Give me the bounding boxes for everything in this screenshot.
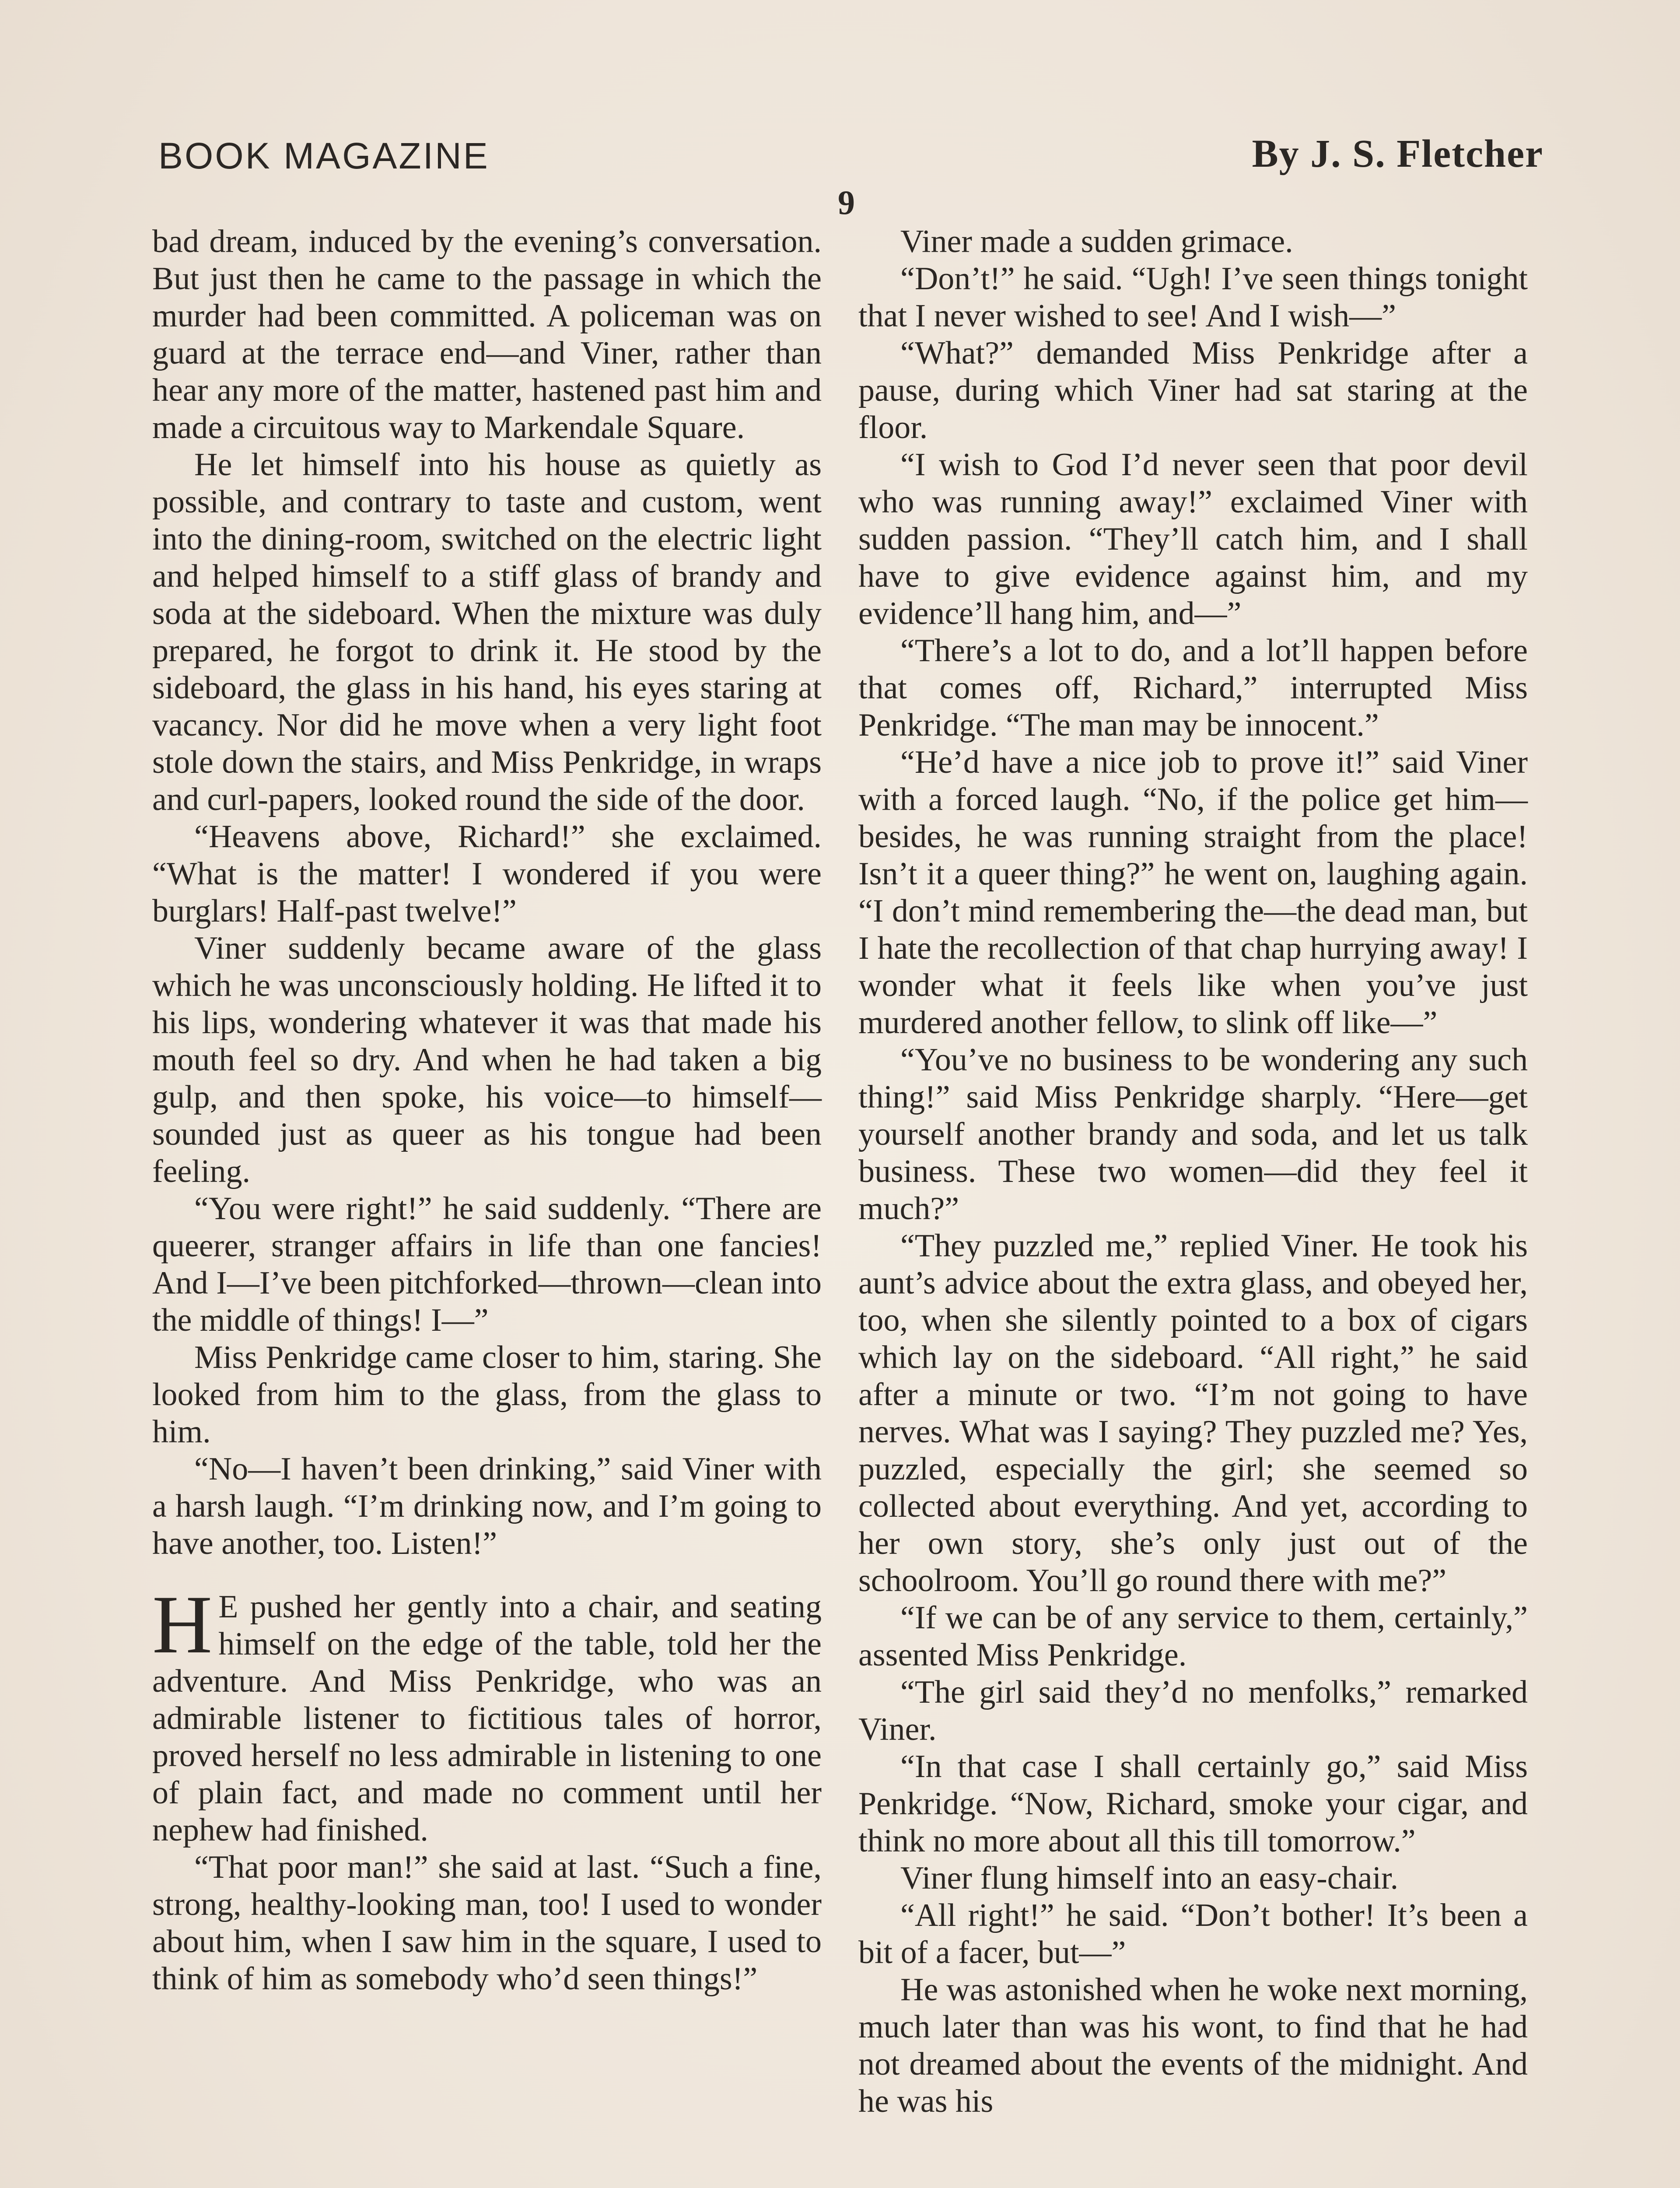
paragraph: Viner flung himself into an easy-chair.	[900, 1860, 1399, 1896]
paragraph: Miss Penkridge came closer to him, staring. She looked from him to the glass, from the glass to him.	[152, 1339, 822, 1450]
left-column	[152, 223, 822, 1998]
paragraph: “I wish to God I’d never seen that poor devil who was running away!” exclaimed Viner with sudden passion. “They’ll catch him, and I shall have to give evidence against him, and my evidence’ll hang him, and—”	[858, 447, 1528, 631]
paragraph: “They puzzled me,” replied Viner. He took his aunt’s advice about the extra glass, and obeyed her, too, when she silently pointed to a box of cigars which lay on the sideboard. “All right,” he said after a minute or two. “I’m not going to have nerves. What was I saying? They puzzled me? Yes, puzzled, especially the girl; she seemed so collected about everything. And yet, according to her own story, she’s only just out of the schoolroom. You’ll go round there with me?”	[858, 1228, 1528, 1599]
paragraph: “Don’t!” he said. “Ugh! I’ve seen things tonight that I never wished to see! And I wish—”	[858, 261, 1528, 334]
paragraph: “Heavens above, Richard!” she exclaimed. “What is the matter! I wondered if you were burglars! Half-past twelve!”	[152, 819, 822, 929]
paragraph: “What?” demanded Miss Penkridge after a pause, during which Viner had sat staring at the floor.	[858, 335, 1528, 445]
column-gutter	[842, 245, 844, 2188]
paragraph: “In that case I shall certainly go,” said Miss Penkridge. “Now, Richard, smoke your cigar, and think no more about all this till tomorrow.”	[858, 1749, 1528, 1859]
paragraph: Viner made a sudden grimace.	[900, 224, 1293, 259]
paragraph: Viner suddenly became aware of the glass which he was unconsciously holding. He lifted it to his lips, wondering whatever it was that made his mouth feel so dry. And when he had taken a big gulp, and then spoke, his voice—to himself—sounded just as queer as his tongue had been feeling.	[152, 930, 822, 1189]
running-head-author: By J. S. Fletcher	[1252, 132, 1544, 175]
paragraph: bad dream, induced by the evening’s conversation. But just then he came to the passage in which the murder had been committed. A policeman was on guard at the terrace end—and Viner, rather than hear any more of the matter, hastened past him and made a circuitous way to Markendale Square.	[152, 224, 822, 445]
running-head-publication: BOOK MAGAZINE	[158, 135, 490, 176]
paragraph: “You were right!” he said suddenly. “There are queerer, stranger affairs in life than one fancies! And I—I’ve been pitchforked—thrown—clean into the middle of things! I—”	[152, 1191, 822, 1338]
section-opening-paragraph	[152, 1579, 822, 1849]
paragraph: “He’d have a nice job to prove it!” said Viner with a forced laugh. “No, if the police get him—besides, he was running straight from the place! Isn’t it a queer thing?” he went on, laughing again. “I don’t mind remembering the—the dead man, but I hate the recollection of that chap hurrying away! I wonder what it feels like when you’ve just murdered another fellow, to slink off like—”	[858, 744, 1528, 1041]
paragraph: “All right!” he said. “Don’t bother! It’s been a bit of a facer, but—”	[858, 1897, 1528, 1971]
paragraph: “No—I haven’t been drinking,” said Viner with a harsh laugh. “I’m drinking now, and I’m going to have another, too. Listen!”	[152, 1451, 822, 1561]
right-column	[858, 223, 1528, 2120]
paragraph: “That poor man!” she said at last. “Such a fine, strong, healthy-looking man, too! I used to wonder about him, when I saw him in the square, I used to think of him as somebody who’d seen things!”	[152, 1849, 822, 1997]
paragraph: He was astonished when he woke next morning, much later than was his wont, to find that he had not dreamed about the events of the midnight. And he was his	[858, 1972, 1528, 2119]
paragraph: He let himself into his house as quietly as possible, and contrary to taste and custom, went into the dining-room, switched on the electric light and helped himself to a stiff glass of brandy and soda at the sideboard. When the mixture was duly prepared, he forgot to drink it. He stood by the sideboard, the glass in his hand, his eyes staring at vacancy. Nor did he move when a very light foot stole down the stairs, and Miss Penkridge, in wraps and curl-papers, looked round the side of the door.	[152, 447, 822, 817]
drop-cap: H	[152, 1579, 213, 1671]
paragraph: “The girl said they’d no menfolks,” remarked Viner.	[858, 1674, 1528, 1747]
paragraph: “If we can be of any service to them, certainly,” assented Miss Penkridge.	[858, 1600, 1528, 1673]
paragraph: “You’ve no business to be wondering any such thing!” said Miss Penkridge sharply. “Here—get yourself another brandy and soda, and let us talk business. These two women—did they feel it much?”	[858, 1042, 1528, 1227]
paragraph: “There’s a lot to do, and a lot’ll happen before that comes off, Richard,” interrupted Miss Penkridge. “The man may be innocent.”	[858, 633, 1528, 743]
page-number: 9	[838, 183, 855, 221]
section-opening-text: E pushed her gently into a chair, and seating himself on the edge of the table, told her the adventure. And Miss Penkridge, who was an admirable listener to fictitious tales of horror, proved herself no less admirable in listening to one of plain fact, and made no comment until her nephew had finished.	[152, 1589, 822, 1848]
